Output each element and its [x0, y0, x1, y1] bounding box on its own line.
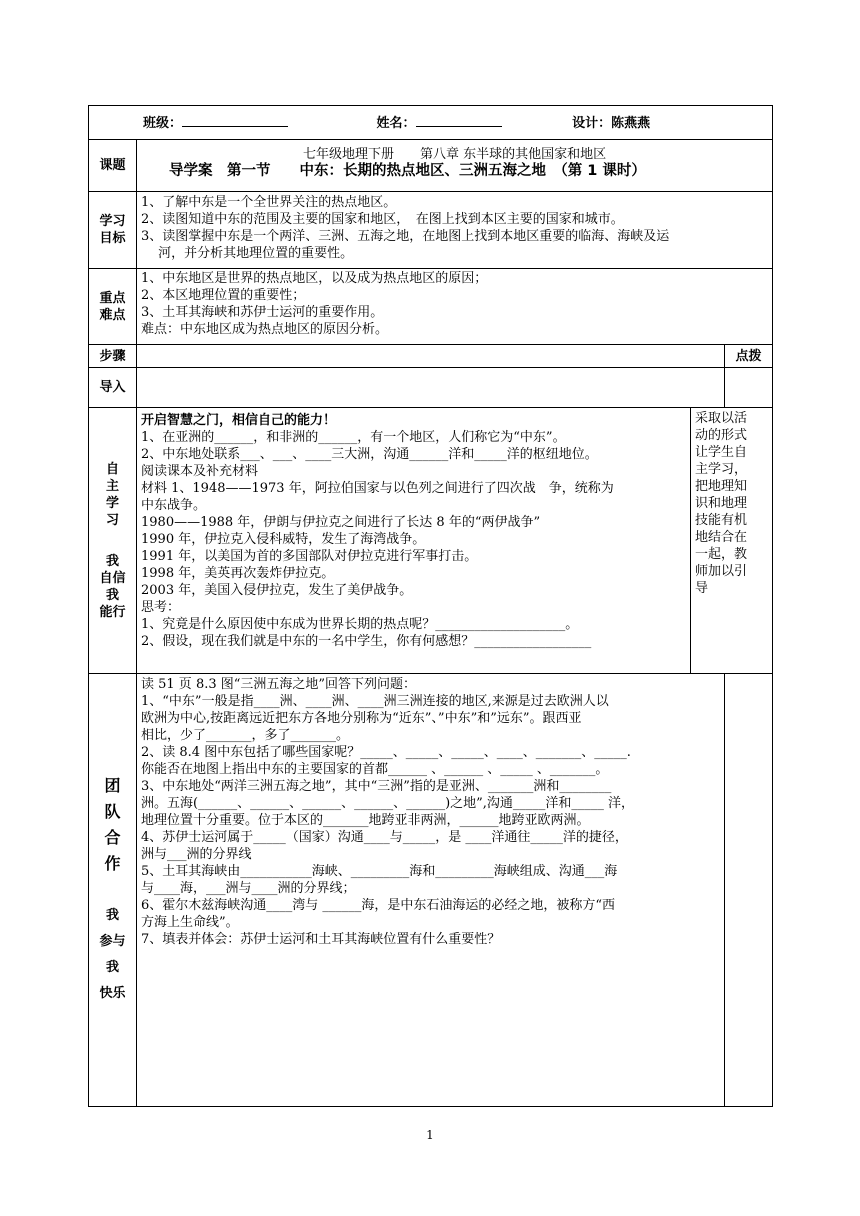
intro-row [89, 368, 773, 408]
class-label: 班级： [143, 115, 183, 131]
page-number: 1 [426, 1128, 434, 1142]
self-study-title: 开启智慧之门，相信自己的能力！ [141, 413, 337, 428]
self-study-content: 开启智慧之门，相信自己的能力！ 1、在亚洲的______，和非洲的______，有一个地区，人们称它为“中东”。 2、中东地处联系___、___、____三大洲，沟通______洋和_____洋的枢纽地位。 阅读课本及补充材料 材料 1、1948——1973 年，阿拉伯国家与以色列之间进行了四次战 争，统称为 中东战争。 1980——1988 年，伊朗与伊拉克之间进行了长达 8 年的“两伊战争” 1990 年，伊拉克入侵科威特，发生了海湾战争。 1991 年，以美国为首的多国部队对伊拉克进行军事打击。 1998 年，美英再次轰炸伊拉克。 2003 年，美国入侵伊拉克，发生了美伊战争。 思考： 1、究竟是什么原因使中东成为世界长期的热点呢？____________________。 2、假设，现在我们就是中东的一名中学生，你有何感想？__________________ [137, 408, 691, 674]
self-study-label: 自 主 学 习 我 自信 我 能行 [89, 408, 137, 674]
worksheet-table [88, 105, 773, 1107]
goals-label: 学习 目标 [89, 192, 137, 269]
topic-line2: 导学案 第一节 中东：长期的热点地区、三洲五海之地 （第 1 课时） [169, 163, 646, 179]
class-blank [182, 114, 288, 127]
goals-row [89, 192, 773, 269]
key-row [89, 269, 773, 345]
header-row [89, 106, 773, 140]
designer-label: 设计：陈燕燕 [572, 115, 651, 131]
self-study-row [89, 408, 773, 674]
goals-content: 1、了解中东是一个全世界关注的热点地区。 2、读图知道中东的范围及主要的国家和地区， 在图上找到本区主要的国家和城市。 3、读图掌握中东是一个两洋、三洲、五海之地，在地图上找到本地区重要的临海、海峡及运 河，并分析其地理位置的重要性。 [137, 192, 773, 269]
teamwork-content: 读 51 页 8.3 图“三洲五海之地”回答下列问题： 1、“中东”一般是指____洲、____洲、____洲三洲连接的地区,来源是过去欧洲人以 欧洲为中心,按距离远近把东方各地分别称为“近东”、”中东”和”远东”。跟西亚 相比，少了_______，多了_______。 2、读 8.4 图中东包括了哪些国家呢？_____、_____、_____、____、_______、_____. 你能否在地图上指出中东的主要国家的首都______ 、______ 、_____ 、_______。 3、中东地处“两洋三洲五海之地”，其中“三洲”指的是亚洲、_______洲和________ 洲。五海(______、______、______、______、______)之地”,沟通_____洋和_____ 洋， 地理位置十分重要。位于本区的_______地跨亚非两洲，______地跨亚欧两洲。 4、苏伊士运河属于_____（国家）沟通____与_____，是 ____洋通往_____洋的捷径， 洲与___洲的分界线 5、土耳其海峡由___________海峡、_________海和_________海峡组成、沟通___海 与____海，___洲与____洲的分界线； 6、霍尔木兹海峡沟通____湾与 ______海，是中东石油海运的必经之地，被称方“西 方海上生命线”。 7、填表并体会：苏伊士运河和土耳其海峡位置有什么重要性？ [137, 674, 725, 1107]
name-blank [416, 114, 502, 127]
key-content: 1、中东地区是世界的热点地区，以及成为热点地区的原因； 2、本区地理位置的重要性； 3、土耳其海峡和苏伊士运河的重要作用。 难点：中东地区成为热点地区的原因分析。 [137, 269, 773, 345]
name-label: 姓名： [376, 115, 416, 131]
topic-line1: 七年级地理下册 第八章 东半球的其他国家和地区 [302, 147, 607, 162]
steps-row [89, 345, 773, 368]
teacher-note: 采取以活 动的形式 让学生自 主学习， 把地理知 识和地理 技能有机 地结合在 一起，教 师加以引 导 [691, 408, 773, 674]
topic-row [89, 140, 773, 192]
tips-label: 点拨 [725, 345, 773, 368]
steps-label: 步骤 [89, 345, 137, 368]
teamwork-label: 团 队 合 作 我 参与 我 快乐 [89, 674, 137, 1107]
intro-label: 导入 [89, 368, 137, 408]
key-label: 重点 难点 [89, 269, 137, 345]
header-cell [89, 106, 773, 140]
topic-label: 课题 [89, 140, 137, 192]
teamwork-row [89, 674, 773, 1107]
